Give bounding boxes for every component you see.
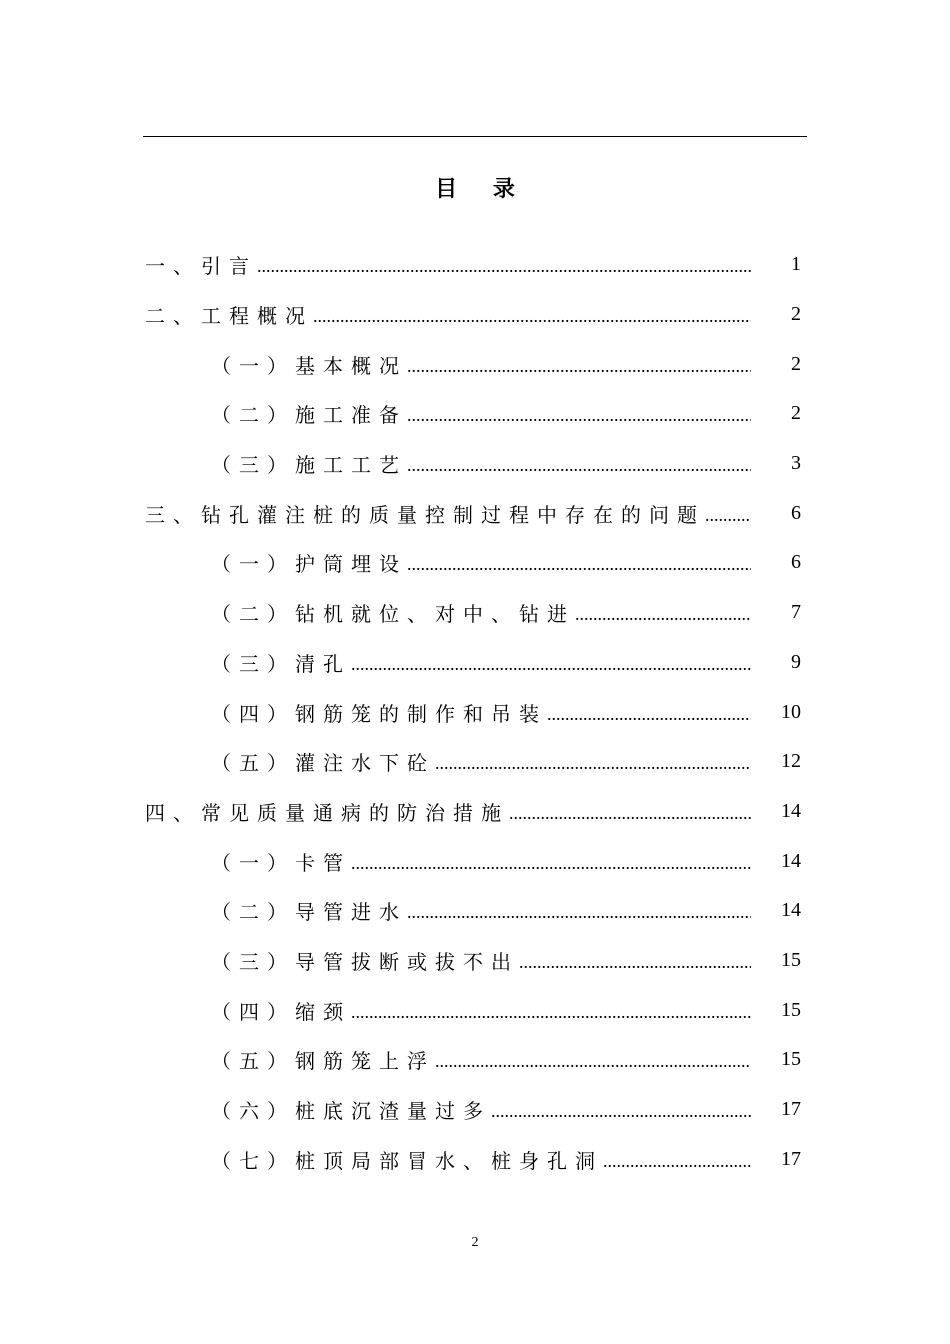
toc-entry[interactable] [145, 240, 801, 290]
toc-entry-label: （三）导管拔断或拔不出 [211, 949, 519, 974]
toc-entry[interactable] [145, 339, 801, 389]
toc-entry-page: 7 [791, 601, 801, 624]
toc-entry-label: 三、钻孔灌注桩的质量控制过程中存在的问题 [145, 502, 705, 527]
toc-entry-page: 1 [791, 253, 801, 276]
toc-dot-leader [575, 604, 751, 625]
toc-entry-label: （五）钢筋笼上浮 [211, 1049, 435, 1074]
toc-entry-page: 12 [781, 750, 801, 773]
toc-entry-page: 2 [791, 402, 801, 425]
toc-entry-page: 9 [791, 650, 801, 673]
toc-dot-leader [603, 1151, 751, 1172]
toc-entry[interactable] [145, 290, 801, 340]
toc-entry[interactable] [145, 638, 801, 688]
toc-entry[interactable] [145, 588, 801, 638]
page-number: 2 [471, 1235, 479, 1250]
toc-entry-label: 四、常见质量通病的防治措施 [145, 800, 509, 825]
toc-entry-label: （三）施工工艺 [211, 453, 407, 478]
toc-entry-page: 3 [791, 452, 801, 475]
toc-dot-leader [547, 704, 751, 725]
toc-entry[interactable] [145, 439, 801, 489]
toc-entry[interactable] [145, 1134, 801, 1184]
toc-entry[interactable] [145, 836, 801, 886]
toc-entry-page: 10 [781, 700, 801, 723]
toc-entry-page: 14 [781, 849, 801, 872]
toc-dot-leader [407, 356, 751, 377]
toc-entry-label: （四）缩颈 [211, 999, 351, 1024]
toc-entry-label: 二、工程概况 [145, 304, 313, 329]
toc-entry[interactable] [145, 538, 801, 588]
header-rule [143, 136, 807, 137]
toc-entry[interactable] [145, 787, 801, 837]
toc-entry[interactable] [145, 886, 801, 936]
toc-entry-label: （二）钻机就位、对中、钻进 [211, 602, 575, 627]
toc-title: 目 录 [435, 176, 529, 202]
toc-entry-page: 2 [791, 303, 801, 326]
toc-entry-label: （七）桩顶局部冒水、桩身孔洞 [211, 1148, 603, 1173]
toc-entry-page: 6 [791, 501, 801, 524]
toc-entry-page: 15 [781, 948, 801, 971]
toc-entry[interactable] [145, 936, 801, 986]
toc-dot-leader [351, 853, 751, 874]
toc-entry[interactable] [145, 737, 801, 787]
toc-entry[interactable] [145, 1085, 801, 1135]
toc-entry[interactable] [145, 985, 801, 1035]
toc-dot-leader [351, 1002, 751, 1023]
toc-dot-leader [407, 455, 751, 476]
toc-entry-label: （一）护筒埋设 [211, 552, 407, 577]
toc-entry-page: 17 [781, 1098, 801, 1121]
toc-entry[interactable] [145, 1035, 801, 1085]
toc-dot-leader [407, 405, 751, 426]
toc-entry-label: （二）导管进水 [211, 900, 407, 925]
toc-dot-leader [407, 902, 751, 923]
toc-entry-label: 一、引言 [145, 254, 257, 279]
toc-entry-page: 6 [791, 551, 801, 574]
toc-entry-page: 15 [781, 998, 801, 1021]
toc-entry[interactable] [145, 389, 801, 439]
toc-dot-leader [435, 1051, 751, 1072]
toc-dot-leader [257, 256, 751, 277]
toc-entry-label: （一）基本概况 [211, 353, 407, 378]
toc-dot-leader [509, 803, 751, 824]
toc-entry-page: 14 [781, 899, 801, 922]
toc-entry-label: （五）灌注水下砼 [211, 751, 435, 776]
toc-dot-leader [435, 753, 751, 774]
toc-entry-label: （六）桩底沉渣量过多 [211, 1099, 491, 1124]
toc-entry[interactable] [145, 687, 801, 737]
table-of-contents [145, 240, 801, 1184]
toc-entry-page: 17 [781, 1147, 801, 1170]
toc-entry-page: 2 [791, 352, 801, 375]
toc-dot-leader [705, 505, 751, 526]
toc-entry[interactable] [145, 488, 801, 538]
toc-dot-leader [351, 654, 751, 675]
toc-entry-label: （四）钢筋笼的制作和吊装 [211, 701, 547, 726]
toc-entry-label: （一）卡管 [211, 850, 351, 875]
toc-entry-label: （三）清孔 [211, 651, 351, 676]
toc-entry-label: （二）施工准备 [211, 403, 407, 428]
toc-dot-leader [519, 952, 751, 973]
toc-dot-leader [407, 554, 751, 575]
toc-entry-page: 15 [781, 1048, 801, 1071]
toc-dot-leader [491, 1101, 751, 1122]
toc-entry-page: 14 [781, 799, 801, 822]
toc-dot-leader [313, 306, 751, 327]
